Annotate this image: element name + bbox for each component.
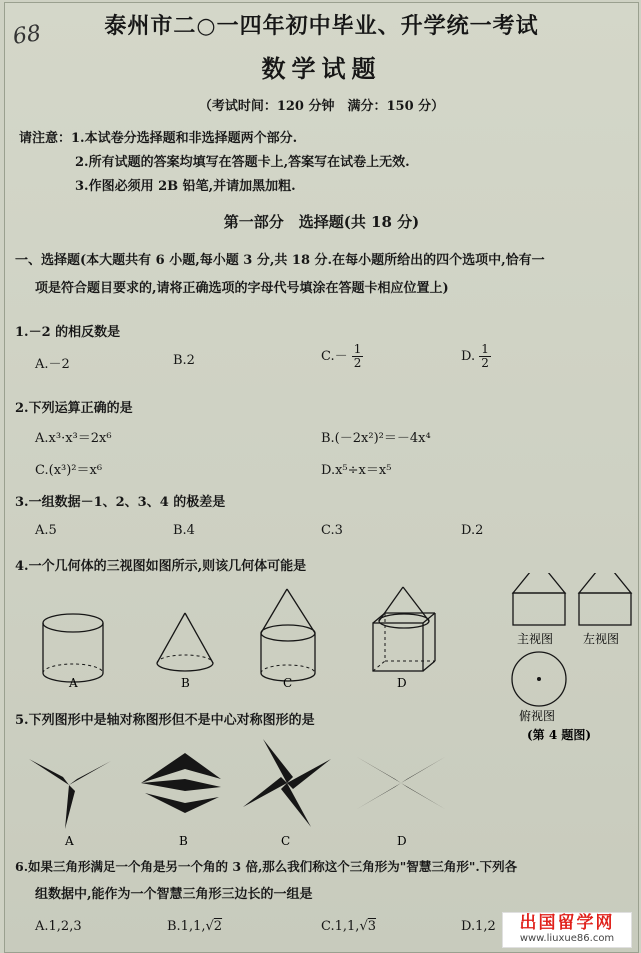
q4-cone-cylinder-figure: [261, 589, 315, 681]
q2-option-c: C.(x³)²＝x⁶: [35, 463, 103, 478]
q4-label-a: A: [69, 676, 78, 690]
q4-left-view: [579, 573, 631, 625]
q5-figure-a: [29, 759, 111, 829]
q1-option-d: [461, 343, 491, 370]
q1-d-numerator: 1: [481, 342, 489, 356]
q3-option-a: A.5: [35, 523, 57, 538]
q4-caption: (第 4 题图): [527, 728, 592, 742]
q5-label-d: D: [397, 834, 407, 848]
q3-stem: 3.一组数据－1、2、3、4 的极差是: [15, 495, 226, 510]
q1-option-c-prefix: C.－: [321, 349, 348, 364]
q4-left-view-label: 左视图: [583, 632, 620, 646]
q4-stem: 4.一个几何体的三视图如图所示,则该几何体可能是: [15, 559, 307, 574]
q6-option-b-radicand: 2: [213, 919, 223, 934]
section-line-1: 一、选择题(本大题共有 6 小题,每小题 3 分,共 18 分.在每小题所给出的四个选项中,恰有一: [15, 253, 545, 268]
exam-page: [4, 2, 639, 953]
handwritten-mark: 68: [11, 21, 43, 50]
exam-meta: （考试时间：120 分钟 满分：150 分）: [198, 99, 445, 114]
q6-option-b-prefix: B.1,1,: [167, 919, 206, 934]
q4-front-view: [513, 573, 565, 625]
q4-top-view: [512, 652, 566, 706]
q6-option-c-prefix: C.1,1,: [321, 919, 360, 934]
q1-option-b: B.2: [173, 353, 195, 368]
q5-figures: [5, 733, 638, 849]
q1-stem: 1.－2 的相反数是: [15, 325, 121, 340]
q1-d-denominator: 2: [481, 356, 489, 370]
q3-option-d: D.2: [461, 523, 484, 538]
q4-top-view-label: 俯视图: [519, 709, 556, 723]
q1-option-a: A.－2: [35, 357, 70, 372]
section-line-2: 项是符合题目要求的,请将正确选项的字母代号填涂在答题卡相应位置上): [35, 281, 449, 296]
q2-stem: 2.下列运算正确的是: [15, 401, 133, 416]
q4-label-d: D: [397, 676, 407, 690]
notice-line-3: 3.作图必须用 2B 铅笔,并请加黑加粗.: [75, 179, 296, 194]
q1-option-d-fraction: [479, 343, 491, 370]
q6-option-d: D.1,2: [461, 919, 496, 934]
watermark-title: 出国留学网: [519, 913, 615, 933]
q6-option-c: C.1,1,√3: [321, 919, 377, 934]
q6-option-a: A.1,2,3: [35, 919, 82, 934]
site-watermark: [502, 912, 632, 948]
q2-option-b: B.(－2x²)²＝－4x⁴: [321, 431, 431, 446]
q1-c-numerator: 1: [353, 342, 362, 356]
q5-figure-d: [357, 757, 445, 809]
q4-cone-figure: [157, 613, 213, 671]
q2-option-a: A.x³·x³＝2x⁶: [35, 431, 112, 446]
exam-title: 泰州市二○一四年初中毕业、升学统一考试: [104, 13, 539, 39]
q4-front-view-label: 主视图: [517, 632, 554, 646]
q1-option-c-fraction: [352, 343, 364, 370]
q4-cylinder-figure: [43, 614, 103, 682]
notice-line-1: 请注意：1.本试卷分选择题和非选择题两个部分.: [19, 131, 298, 146]
q3-option-b: B.4: [173, 523, 195, 538]
q5-label-c: C: [281, 834, 291, 848]
q5-label-a: A: [65, 834, 74, 848]
watermark-url: www.liuxue86.com: [519, 933, 615, 944]
q4-cone-cube-figure: [373, 587, 435, 671]
q6-stem-line-2: 组数据中,能作为一个智慧三角形三边长的一组是: [35, 887, 313, 902]
q5-figure-c: [243, 739, 331, 827]
q1-option-c: [321, 343, 363, 370]
q1-option-d-prefix: D.: [461, 349, 476, 364]
q5-stem: 5.下列图形中是轴对称图形但不是中心对称图形的是: [15, 713, 315, 728]
q6-option-b: B.1,1,√2: [167, 919, 223, 934]
q3-option-c: C.3: [321, 523, 343, 538]
q4-label-b: B: [181, 676, 190, 690]
notice-line-2: 2.所有试题的答案均填写在答题卡上,答案写在试卷上无效.: [75, 155, 410, 170]
q5-figure-b: [141, 753, 221, 813]
q4-label-c: C: [283, 676, 293, 690]
q6-stem-line-1: 6.如果三角形满足一个角是另一个角的 3 倍,那么我们称这个三角形为"智慧三角形".下列各: [15, 859, 518, 874]
q5-label-b: B: [179, 834, 188, 848]
q6-option-c-radicand: 3: [367, 919, 377, 934]
q1-c-denominator: 2: [353, 356, 362, 370]
subject-title: 数学试题: [261, 54, 382, 83]
q2-option-d: D.x⁵÷x＝x⁵: [321, 463, 392, 478]
part-title: 第一部分 选择题(共 18 分): [223, 213, 420, 231]
